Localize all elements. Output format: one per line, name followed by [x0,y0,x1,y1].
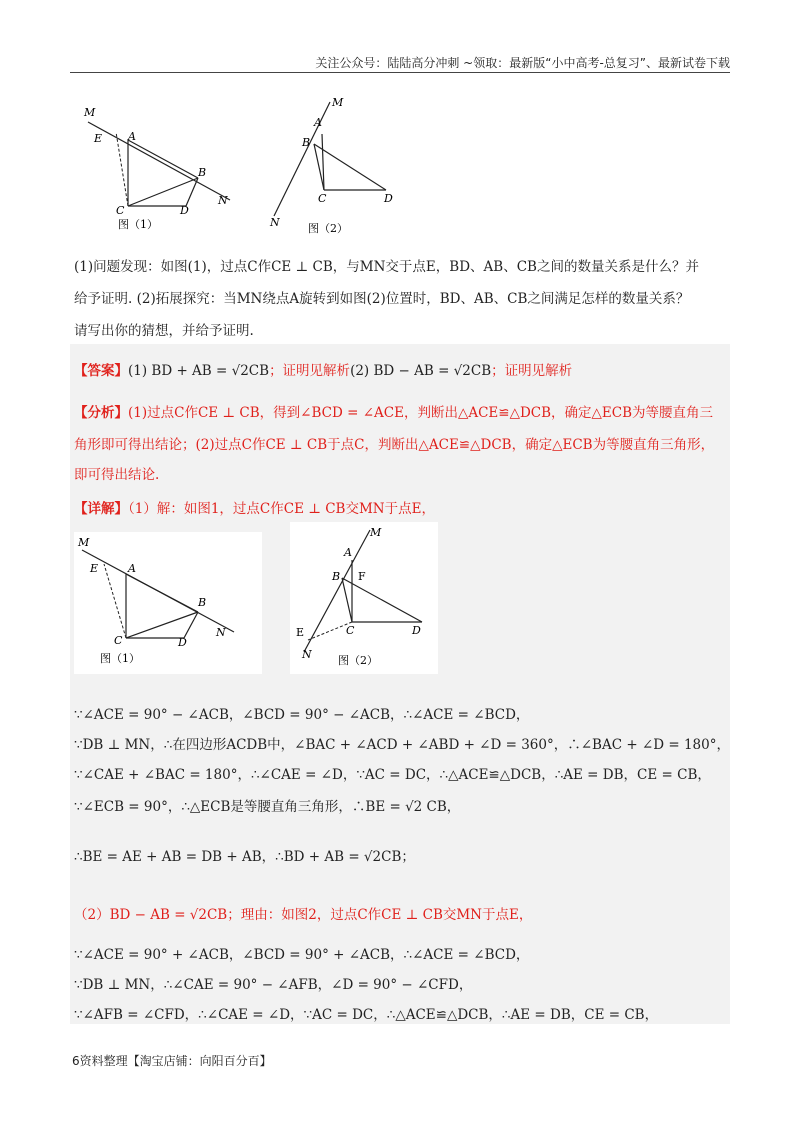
label-b: B [198,166,207,179]
figure-1-problem [78,100,238,230]
analysis-line-1 [74,404,713,422]
label-c: C [116,204,125,217]
problem-line-3: 请写出你的猜想，并给予证明. [74,323,254,339]
figure-1-solution [74,532,262,674]
label-e: E [90,562,99,575]
fig1-caption: 图（1） [118,218,158,230]
label-a: A [128,130,136,143]
label-d: D [384,192,393,205]
label-n: N [302,648,312,661]
part2-line-2: ∵DB ⊥ MN，∴∠CAE = 90° − ∠AFB，∠D = 90° − ∠CFD， [74,977,473,993]
label-n: N [270,216,280,229]
answer-part-2: (2) BD − AB = √2CB [350,363,492,379]
analysis-line-2: 角形即可得出结论；(2)过点C作CE ⊥ CB于点C，判断出△ACE≌△DCB，确定△ECB为等腰直角三角形， [74,437,715,453]
label-b: B [198,596,207,609]
answer-part-1: (1) BD + AB = √2CB [128,363,270,379]
figure-2-problem [262,94,402,244]
label-b: B [332,570,341,583]
problem-line-1: (1)问题发现：如图(1)，过点C作CE ⊥ CB，与MN交于点E，BD、AB、CB之间的数量关系是什么？并 [74,259,699,275]
part2-line-3: ∵∠AFB = ∠CFD，∴∠CAE = ∠D，∵AC = DC，∴△ACE≌△DCB，∴AE = DB，CE = CB， [74,1007,659,1023]
detail-line-3: ∵∠CAE + ∠BAC = 180°，∴∠CAE = ∠D，∵AC = DC，∴△ACE≌△DCB，∴AE = DB，CE = CB， [74,767,711,783]
page-number: 6 [72,1054,80,1068]
label-c: C [114,634,123,647]
page-header: 关注公众号：陆陆高分冲刺 ~领取：最新版“小中高考-总复习”、最新试卷下载 [315,56,730,70]
label-m: M [370,526,382,539]
label-b: B [302,136,311,149]
footer-text: 资料整理【淘宝店铺：向阳百分百】 [79,1054,272,1068]
label-m: M [84,106,96,119]
figure-2-solution [290,522,438,674]
label-a: A [128,562,136,575]
part2-intro: （2）BD − AB = √2CB；理由：如图2，过点C作CE ⊥ CB交MN于点E， [74,907,533,923]
label-c: C [346,624,355,637]
fig2-caption: 图（2） [338,654,378,667]
analysis-line-3: 即可得出结论. [74,467,160,483]
detail-tag: 【详解】 [74,501,128,517]
label-n: N [218,194,228,207]
label-m: M [332,96,344,109]
detail-line-2: ∵DB ⊥ MN，∴在四边形ACDB中，∠BAC + ∠ACD + ∠ABD + ∠D = 360°，∴∠BAC + ∠D = 180°， [74,737,730,753]
answer-tag: 【答案】 [74,363,128,379]
detail-line-1: ∵∠ACE = 90° − ∠ACB，∠BCD = 90° − ∠ACB，∴∠ACE = ∠BCD， [74,707,530,723]
detail-intro [74,500,435,518]
answer-row [74,362,572,380]
analysis-tag: 【分析】 [74,405,128,421]
label-d: D [178,636,187,649]
answer-part-1-tail: ；证明见解析 [269,363,351,379]
label-e: E [296,626,305,639]
part2-line-1: ∵∠ACE = 90° + ∠ACB，∠BCD = 90° + ∠ACB，∴∠ACE = ∠BCD， [74,947,530,963]
label-a: A [344,546,352,559]
detail-line-4: ∵∠ECB = 90°，∴△ECB是等腰直角三角形，∴BE = √2 CB， [74,799,461,815]
detail-line-5: ∴BE = AE + AB = DB + AB，∴BD + AB = √2CB； [74,849,415,865]
label-c: C [318,192,327,205]
analysis-text-1: (1)过点C作CE ⊥ CB，得到∠BCD = ∠ACE，判断出△ACE≌△DCB，确定△ECB为等腰直角三 [128,405,714,421]
label-d: D [412,624,421,637]
fig2-caption: 图（2） [308,222,348,235]
label-n: N [216,626,226,639]
detail-intro-text: （1）解：如图1，过点C作CE ⊥ CB交MN于点E， [128,501,435,517]
label-a: A [314,116,322,129]
label-e: E [94,132,103,145]
page-footer [72,1052,272,1069]
label-f: F [358,570,366,583]
problem-line-2: 给予证明. (2)拓展探究：当MN绕点A旋转到如图(2)位置时，BD、AB、CB之间满足怎样的数量关系？ [74,291,690,307]
answer-part-2-tail: ；证明见解析 [491,363,573,379]
header-rule [70,72,730,73]
fig1-caption: 图（1） [100,652,140,665]
label-m: M [78,536,90,549]
label-d: D [180,204,189,217]
